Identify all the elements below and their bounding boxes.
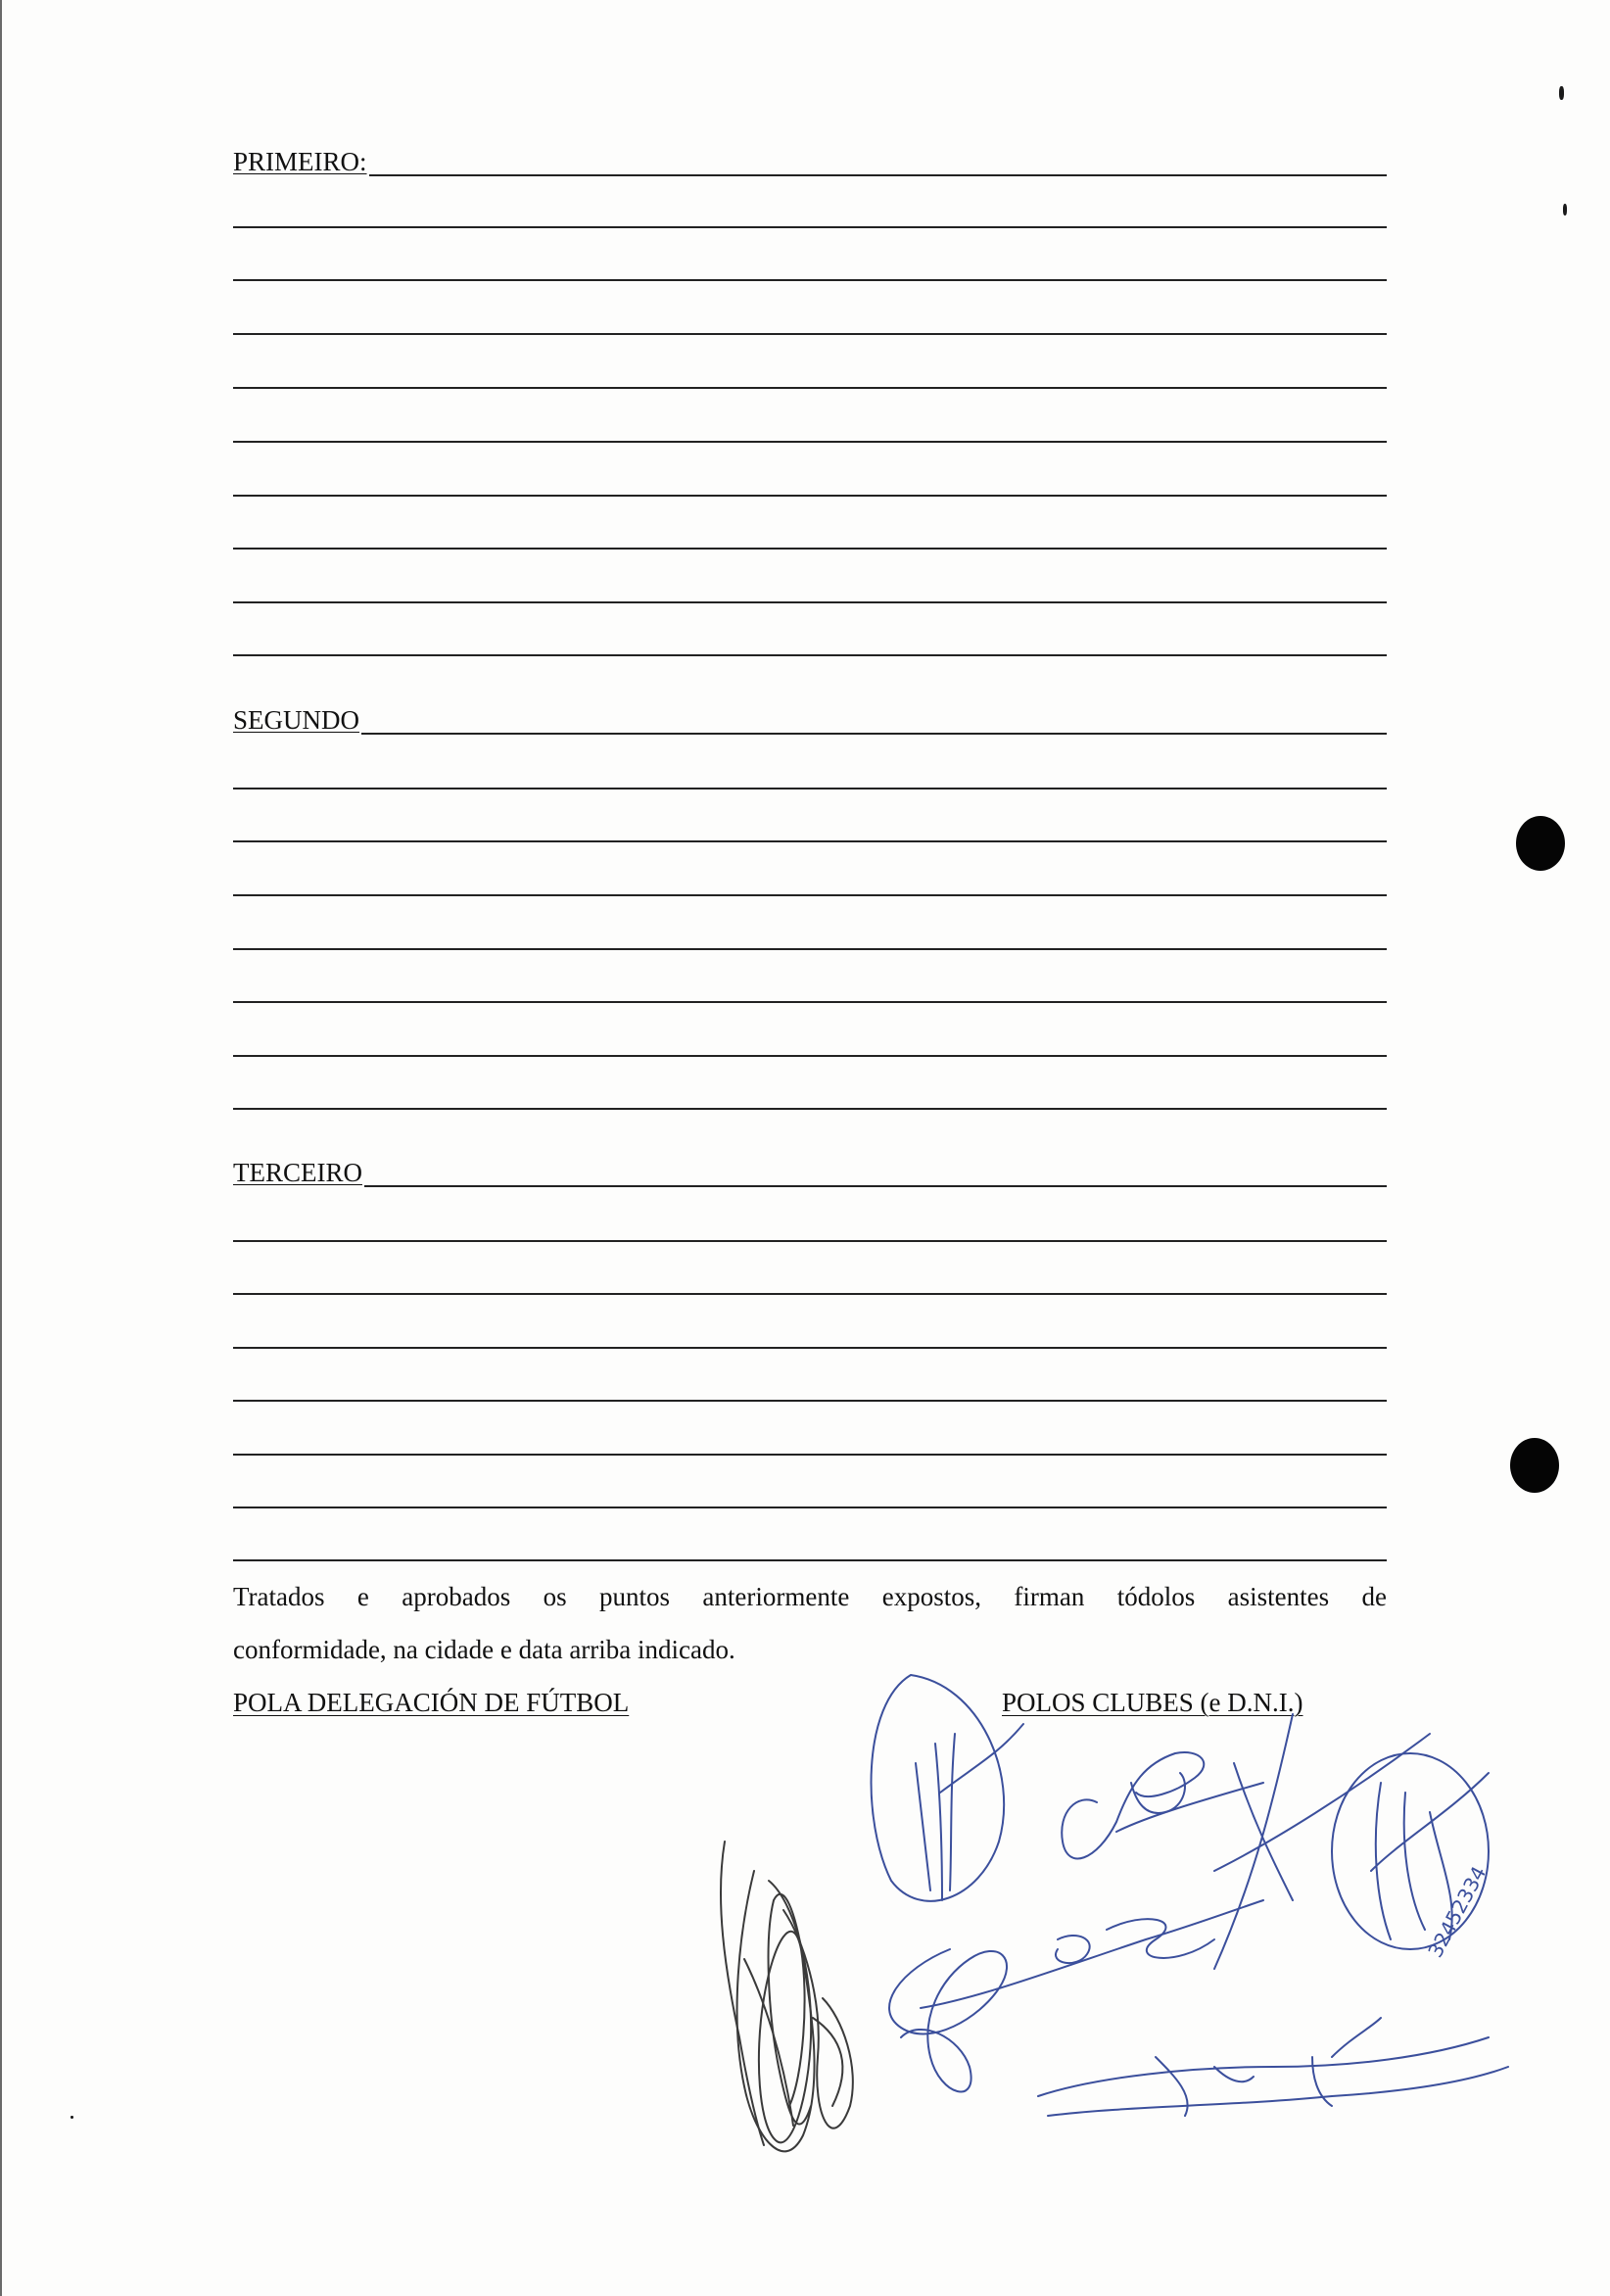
form-line xyxy=(233,1055,1387,1057)
scan-speck xyxy=(71,2116,73,2119)
form-line xyxy=(233,1400,1387,1402)
signature-heading-delegation: POLA DELEGACIÓN DE FÚTBOL xyxy=(233,1688,630,1717)
form-line xyxy=(233,1507,1387,1508)
form-line xyxy=(233,279,1387,281)
form-line xyxy=(233,495,1387,497)
form-line xyxy=(233,333,1387,335)
section-label-terceiro: TERCEIRO xyxy=(233,1158,362,1187)
signatures-image xyxy=(686,1646,1606,2194)
form-line xyxy=(233,788,1387,789)
form-line xyxy=(233,894,1387,896)
form-line xyxy=(233,1347,1387,1349)
closing-statement-line-2: conformidade, na cidade e data arriba indicado. xyxy=(233,1635,735,1664)
form-line xyxy=(233,441,1387,443)
closing-statement-line-1: Tratados e aprobados os puntos anteriormente expostos, firman tódolos asistentes de xyxy=(233,1582,1387,1611)
form-line xyxy=(233,1240,1387,1242)
form-line xyxy=(233,948,1387,950)
form-line xyxy=(233,1293,1387,1295)
form-line xyxy=(233,174,1387,176)
form-line xyxy=(233,733,1387,735)
scan-speck xyxy=(1559,86,1564,100)
form-line xyxy=(233,1001,1387,1003)
form-line xyxy=(233,548,1387,550)
form-line xyxy=(233,654,1387,656)
form-line xyxy=(233,1454,1387,1456)
section-label-primeiro: PRIMEIRO: xyxy=(233,147,367,176)
signature-heading-clubs: POLOS CLUBES (e D.N.I.) xyxy=(1002,1688,1303,1717)
form-line xyxy=(233,1108,1387,1110)
form-line xyxy=(233,601,1387,603)
scan-edge xyxy=(0,0,2,2296)
form-line xyxy=(233,1185,1387,1187)
form-line xyxy=(233,840,1387,842)
punch-hole xyxy=(1516,816,1565,871)
section-label-segundo: SEGUNDO xyxy=(233,705,360,735)
form-line xyxy=(233,387,1387,389)
punch-hole xyxy=(1510,1438,1559,1493)
form-line xyxy=(233,226,1387,228)
scan-speck xyxy=(1563,204,1567,215)
form-line xyxy=(233,1559,1387,1561)
handwritten-dni: 32452334 xyxy=(1423,1862,1492,1962)
